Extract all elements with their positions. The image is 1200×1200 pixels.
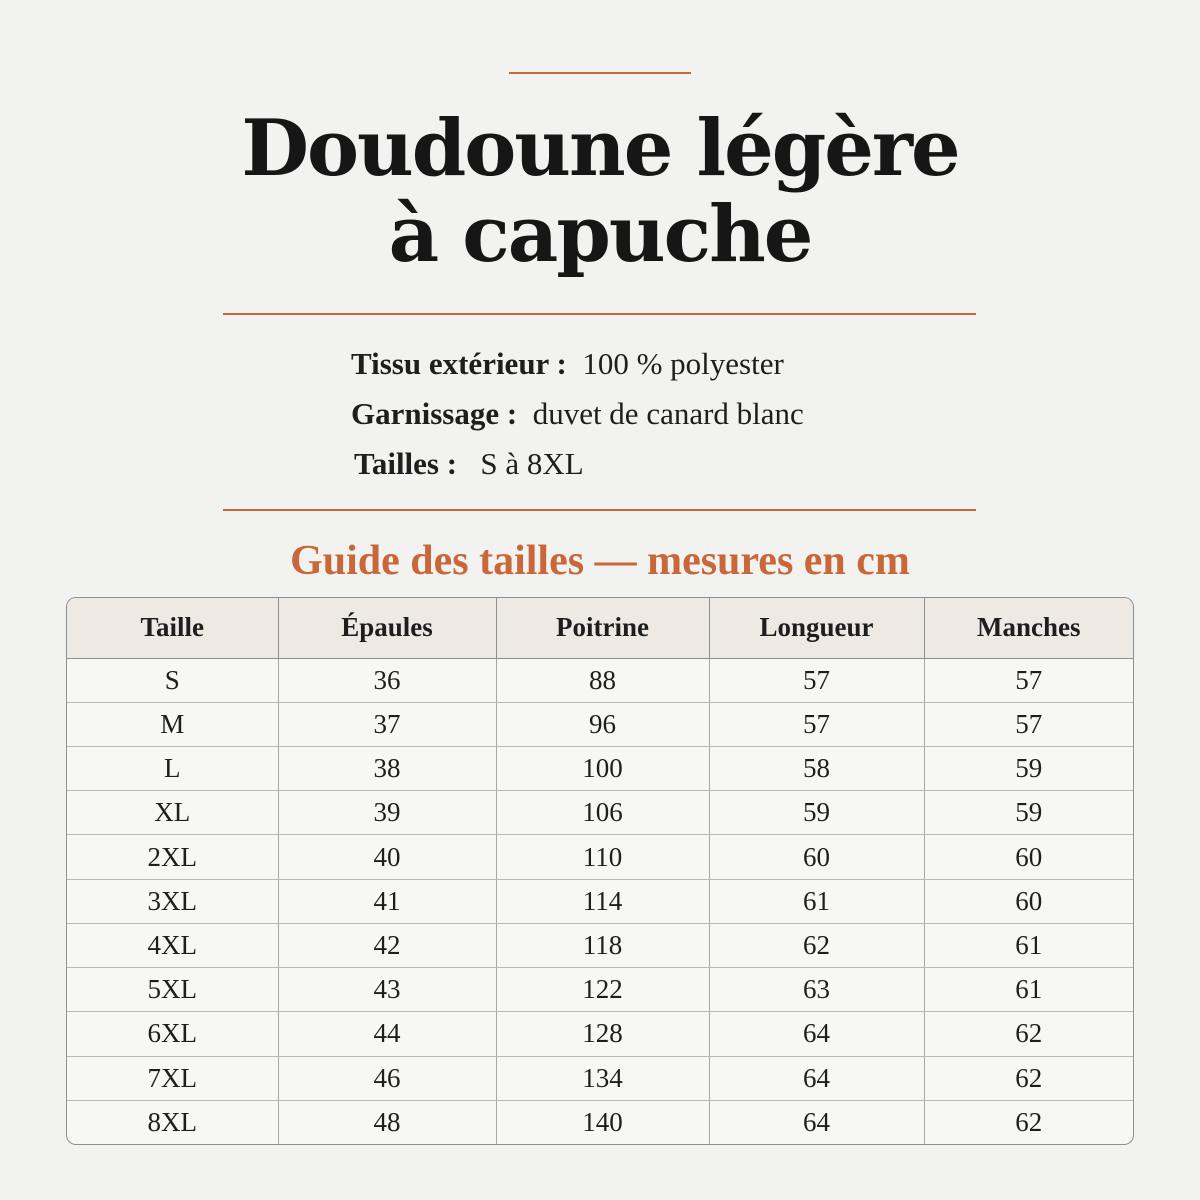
spec-fabric xyxy=(351,348,784,379)
header-epaules: Épaules xyxy=(278,598,496,658)
cell-taille: 5XL xyxy=(67,968,278,1012)
cell-manches: 59 xyxy=(924,791,1133,835)
cell-manches: 60 xyxy=(924,879,1133,923)
cell-epaules: 36 xyxy=(278,658,496,702)
cell-taille: 4XL xyxy=(67,923,278,967)
cell-taille: 2XL xyxy=(67,835,278,879)
specs-divider xyxy=(223,509,976,511)
cell-longueur: 64 xyxy=(709,1056,924,1100)
cell-manches: 62 xyxy=(924,1012,1133,1056)
cell-poitrine: 134 xyxy=(496,1056,709,1100)
cell-taille: 7XL xyxy=(67,1056,278,1100)
cell-longueur: 63 xyxy=(709,968,924,1012)
cell-taille: 3XL xyxy=(67,879,278,923)
cell-epaules: 38 xyxy=(278,746,496,790)
cell-epaules: 41 xyxy=(278,879,496,923)
cell-epaules: 42 xyxy=(278,923,496,967)
table-header-row xyxy=(67,598,1133,658)
spec-sizes xyxy=(354,448,584,479)
cell-longueur: 60 xyxy=(709,835,924,879)
table-row xyxy=(67,658,1133,702)
spec-sizes-value: S à 8XL xyxy=(480,446,584,481)
cell-manches: 57 xyxy=(924,702,1133,746)
cell-poitrine: 122 xyxy=(496,968,709,1012)
cell-manches: 61 xyxy=(924,923,1133,967)
table-row xyxy=(67,968,1133,1012)
table-row xyxy=(67,1100,1133,1144)
cell-poitrine: 96 xyxy=(496,702,709,746)
cell-manches: 62 xyxy=(924,1056,1133,1100)
cell-epaules: 46 xyxy=(278,1056,496,1100)
size-table-container xyxy=(66,597,1134,1145)
header-longueur: Longueur xyxy=(709,598,924,658)
spec-fabric-value: 100 % polyester xyxy=(582,346,784,381)
cell-poitrine: 114 xyxy=(496,879,709,923)
cell-epaules: 39 xyxy=(278,791,496,835)
size-table xyxy=(67,598,1133,1144)
spec-filling-label: Garnissage : xyxy=(351,396,518,431)
cell-longueur: 62 xyxy=(709,923,924,967)
table-row xyxy=(67,923,1133,967)
cell-manches: 60 xyxy=(924,835,1133,879)
spec-filling-value: duvet de canard blanc xyxy=(532,396,804,431)
cell-taille: 6XL xyxy=(67,1012,278,1056)
cell-longueur: 57 xyxy=(709,702,924,746)
cell-manches: 59 xyxy=(924,746,1133,790)
cell-taille: 8XL xyxy=(67,1100,278,1144)
top-divider xyxy=(509,72,691,74)
size-guide-title: Guide des tailles — mesures en cm xyxy=(290,538,910,584)
cell-epaules: 43 xyxy=(278,968,496,1012)
header-manches: Manches xyxy=(924,598,1133,658)
title-divider xyxy=(223,313,976,315)
header-taille: Taille xyxy=(67,598,278,658)
cell-longueur: 59 xyxy=(709,791,924,835)
header-poitrine: Poitrine xyxy=(496,598,709,658)
spec-filling xyxy=(351,398,804,429)
cell-poitrine: 100 xyxy=(496,746,709,790)
spec-fabric-label: Tissu extérieur : xyxy=(351,346,567,381)
table-row xyxy=(67,1056,1133,1100)
table-row xyxy=(67,1012,1133,1056)
cell-poitrine: 140 xyxy=(496,1100,709,1144)
table-row xyxy=(67,791,1133,835)
size-table-body xyxy=(67,658,1133,1144)
cell-epaules: 37 xyxy=(278,702,496,746)
product-title-line2: à capuche xyxy=(388,189,812,280)
cell-taille: L xyxy=(67,746,278,790)
product-title-line1: Doudoune légère xyxy=(241,103,959,194)
cell-longueur: 61 xyxy=(709,879,924,923)
cell-manches: 57 xyxy=(924,658,1133,702)
cell-poitrine: 106 xyxy=(496,791,709,835)
spec-sizes-label: Tailles : xyxy=(354,446,458,481)
cell-taille: XL xyxy=(67,791,278,835)
cell-poitrine: 128 xyxy=(496,1012,709,1056)
cell-poitrine: 110 xyxy=(496,835,709,879)
cell-manches: 61 xyxy=(924,968,1133,1012)
cell-longueur: 58 xyxy=(709,746,924,790)
cell-manches: 62 xyxy=(1015,1106,1043,1137)
table-row xyxy=(67,746,1133,790)
cell-poitrine: 118 xyxy=(496,923,709,967)
cell-taille: M xyxy=(67,702,278,746)
cell-epaules: 44 xyxy=(278,1012,496,1056)
cell-longueur: 64 xyxy=(709,1100,924,1144)
cell-epaules: 40 xyxy=(278,835,496,879)
cell-epaules: 48 xyxy=(278,1100,496,1144)
table-row xyxy=(67,702,1133,746)
cell-longueur: 64 xyxy=(709,1012,924,1056)
cell-taille: S xyxy=(67,658,278,702)
table-row xyxy=(67,879,1133,923)
cell-poitrine: 88 xyxy=(496,658,709,702)
cell-longueur: 57 xyxy=(709,658,924,702)
table-row xyxy=(67,835,1133,879)
